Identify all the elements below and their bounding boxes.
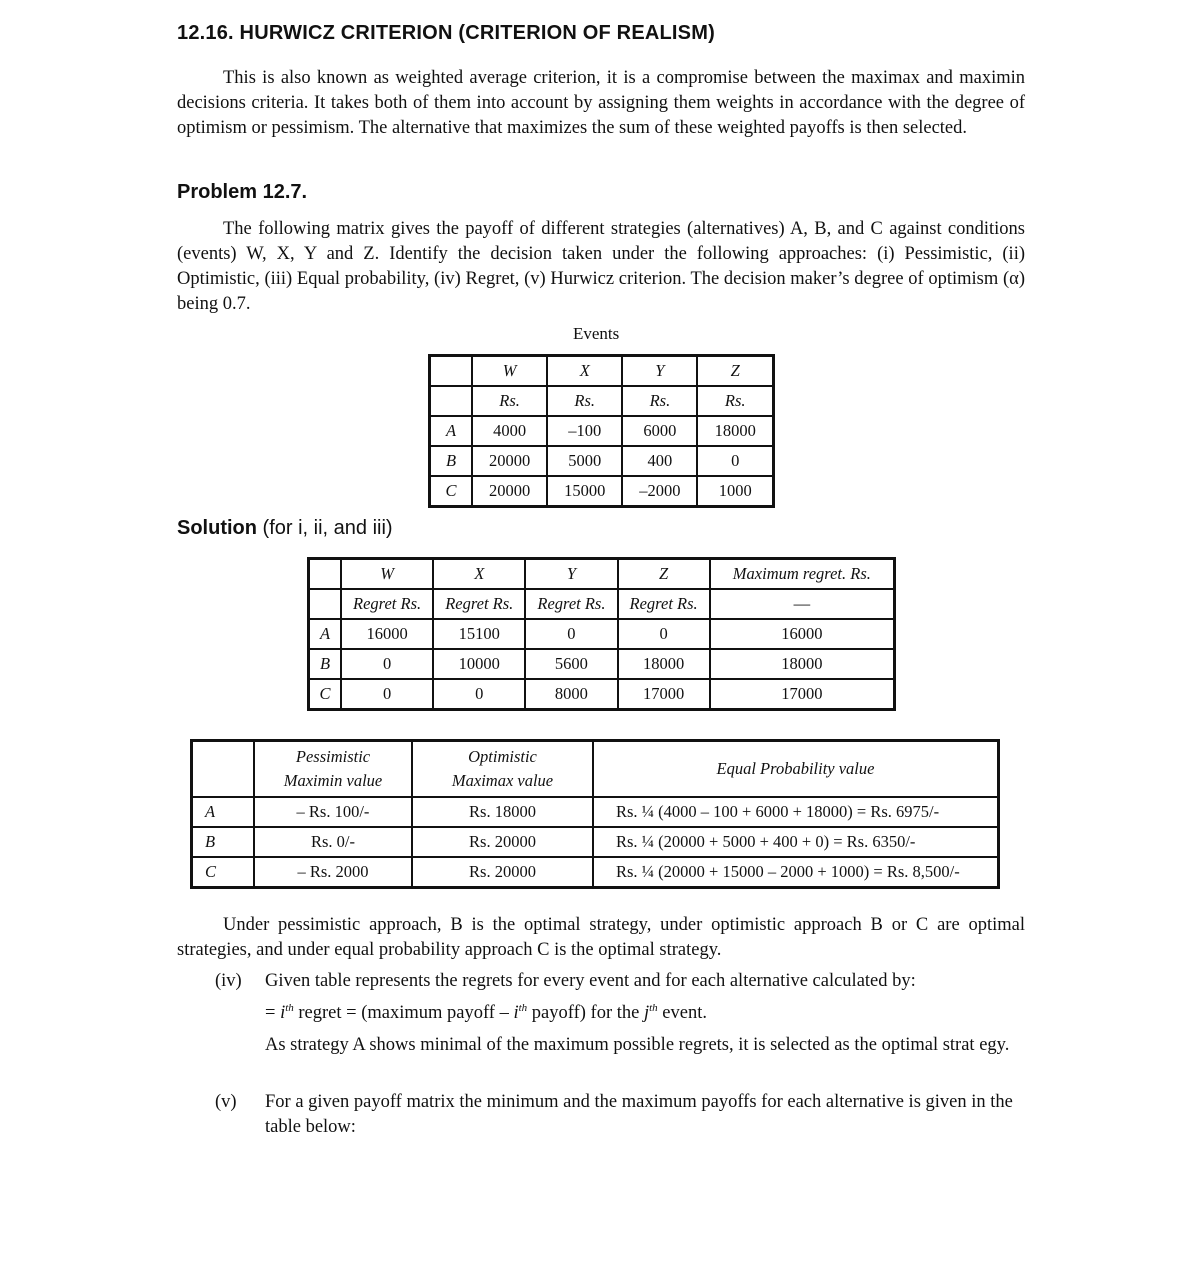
table-subheader-cell: — [710,589,895,619]
table-cell: 0 [697,446,773,476]
table-units-row [430,386,774,416]
table-cell: 15100 [433,619,525,649]
formula-text: payoff) for the [527,1003,644,1024]
formula-sup: th [649,1002,658,1014]
table-cell: –2000 [622,476,697,507]
row-label: B [309,649,342,679]
row-label: A [309,619,342,649]
table-cell: 6000 [622,416,697,446]
payoff-table [428,354,775,508]
equal-probability-cell: Rs. ¼ (20000 + 15000 – 2000 + 1000) = Rs. 8,500/- [593,857,999,888]
table-cell: 0 [341,679,433,710]
table-corner-cell [430,356,473,387]
table-row [309,649,895,679]
table-row [309,619,895,649]
table-cell: –100 [547,416,622,446]
table-subheader-cell: Regret Rs. [525,589,617,619]
table-unit-cell: Rs. [697,386,773,416]
pessimistic-cell: – Rs. 2000 [254,857,412,888]
table-cell: 15000 [547,476,622,507]
table-row [430,416,774,446]
solution-bold: Solution [177,517,257,539]
conclusion-paragraph [177,913,1025,963]
table-cell: 0 [433,679,525,710]
table-cell: 18000 [710,649,895,679]
table-subheader-row [309,589,895,619]
conclusion-paragraph-text: Under pessimistic approach, B is the optimal strategy, under optimistic approach B or C are optimal strategies, and under equal probability approach C is the optimal strategy. [177,915,1025,960]
table-cell: 400 [622,446,697,476]
table-cell: 5000 [547,446,622,476]
table-cell: 18000 [618,649,710,679]
table-cell: 5600 [525,649,617,679]
table-header-row [309,559,895,590]
row-label: C [192,857,255,888]
optimistic-cell: Rs. 20000 [412,827,593,857]
table-row [192,827,999,857]
section-title: 12.16. HURWICZ CRITERION (CRITERION OF REALISM) [177,22,715,44]
table-header-cell: Y [525,559,617,590]
list-item-iv [177,969,1025,994]
optimistic-header [412,741,593,798]
optimistic-header-line2: Maximax value [451,771,554,790]
formula-sup: th [285,1002,294,1014]
pessimistic-header-line2: Maximin value [283,771,383,790]
solution-rest: (for i, ii, and iii) [256,517,393,539]
problem-paragraph [177,217,1025,317]
equal-probability-cell: Rs. ¼ (4000 – 100 + 6000 + 18000) = Rs. 6975/- [593,797,999,827]
table-corner-cell [309,589,342,619]
table-unit-cell: Rs. [472,386,547,416]
table-header-cell: X [433,559,525,590]
optimistic-header-line1: Optimistic [468,747,537,766]
table-header-cell: Maximum regret. Rs. [710,559,895,590]
table-row [192,857,999,888]
table-row [430,446,774,476]
list-item-text: For a given payoff matrix the minimum and the maximum payoffs for each alternative is given in the table below: [265,1092,1013,1137]
pessimistic-cell: – Rs. 100/- [254,797,412,827]
table-header-cell: Z [618,559,710,590]
table-cell: 0 [341,649,433,679]
table-cell: 18000 [697,416,773,446]
table-cell: 8000 [525,679,617,710]
table-header-cell: W [472,356,547,387]
optimistic-cell: Rs. 20000 [412,857,593,888]
formula-text: event. [657,1003,707,1024]
equal-probability-cell: Rs. ¼ (20000 + 5000 + 400 + 0) = Rs. 6350/- [593,827,999,857]
criteria-table [190,739,1000,889]
table-subheader-cell: Regret Rs. [618,589,710,619]
row-label: A [430,416,473,446]
solution-heading [177,517,393,540]
list-item-text: Given table represents the regrets for every event and for each alternative calculated by: [265,971,916,991]
list-number: (iv) [215,971,242,991]
pessimistic-header [254,741,412,798]
equal-probability-header: Equal Probability value [593,741,999,798]
intro-paragraph-text: This is also known as weighted average criterion, it is a compromise between the maximax and maximin decisions criteria. It takes both of them into account by assigning them weights in accordance with the degree of optimism or pessimism. The alternative that maximizes the sum of these weighted payoffs is then selected. [177,68,1025,138]
table-unit-cell: Rs. [622,386,697,416]
table-cell: 16000 [341,619,433,649]
table-unit-cell: Rs. [547,386,622,416]
row-label: A [192,797,255,827]
table-row [192,797,999,827]
list-item-v [177,1090,1025,1140]
table-subheader-cell: Regret Rs. [341,589,433,619]
table-subheader-cell: Regret Rs. [433,589,525,619]
events-caption: Events [573,324,620,343]
formula-prefix: = [265,1003,281,1024]
row-label: B [192,827,255,857]
problem-title: Problem 12.7. [177,181,308,203]
table-header-cell: W [341,559,433,590]
table-header-row [430,356,774,387]
pessimistic-header-line1: Pessimistic [295,747,371,766]
table-cell: 0 [618,619,710,649]
row-label: C [430,476,473,507]
table-cell: 20000 [472,476,547,507]
list-number: (v) [215,1092,237,1112]
table-cell: 1000 [697,476,773,507]
pessimistic-cell: Rs. 0/- [254,827,412,857]
table-corner-cell [192,741,255,798]
table-cell: 17000 [710,679,895,710]
table-cell: 10000 [433,649,525,679]
table-cell: 16000 [710,619,895,649]
regret-table [307,557,896,711]
table-corner-cell [430,386,473,416]
table-cell: 17000 [618,679,710,710]
table-row [430,476,774,507]
table-header-row [192,741,999,798]
table-header-cell: X [547,356,622,387]
table-cell: 0 [525,619,617,649]
formula-sup: th [518,1002,528,1014]
intro-paragraph [177,66,1025,141]
table-row [309,679,895,710]
row-label: C [309,679,342,710]
table-cell: 4000 [472,416,547,446]
regret-formula: = $i^{th}$ regret = (maximum payoff – $i^{th}$ payoff) for the $j^{th}$ event. [265,1002,707,1024]
list-item-iv-continuation: As strategy A shows minimal of the maximum possible regrets, it is selected as the optimal strat egy. [265,1035,1010,1055]
table-header-cell: Z [697,356,773,387]
problem-paragraph-text: The following matrix gives the payoff of different strategies (alternatives) A, B, and C against conditions (events) W, X, Y and Z. Identify the decision taken under the following approaches: (i) Pessimistic, (ii) Optimistic, (iii) Equal probability, (iv) Regret, (v) Hurwicz criterion. The decision maker’s degree of optimism (α) being 0.7. [177,219,1025,314]
optimistic-cell: Rs. 18000 [412,797,593,827]
table-corner-cell [309,559,342,590]
table-cell: 20000 [472,446,547,476]
table-header-cell: Y [622,356,697,387]
row-label: B [430,446,473,476]
formula-text: regret = (maximum payoff – [293,1003,514,1024]
